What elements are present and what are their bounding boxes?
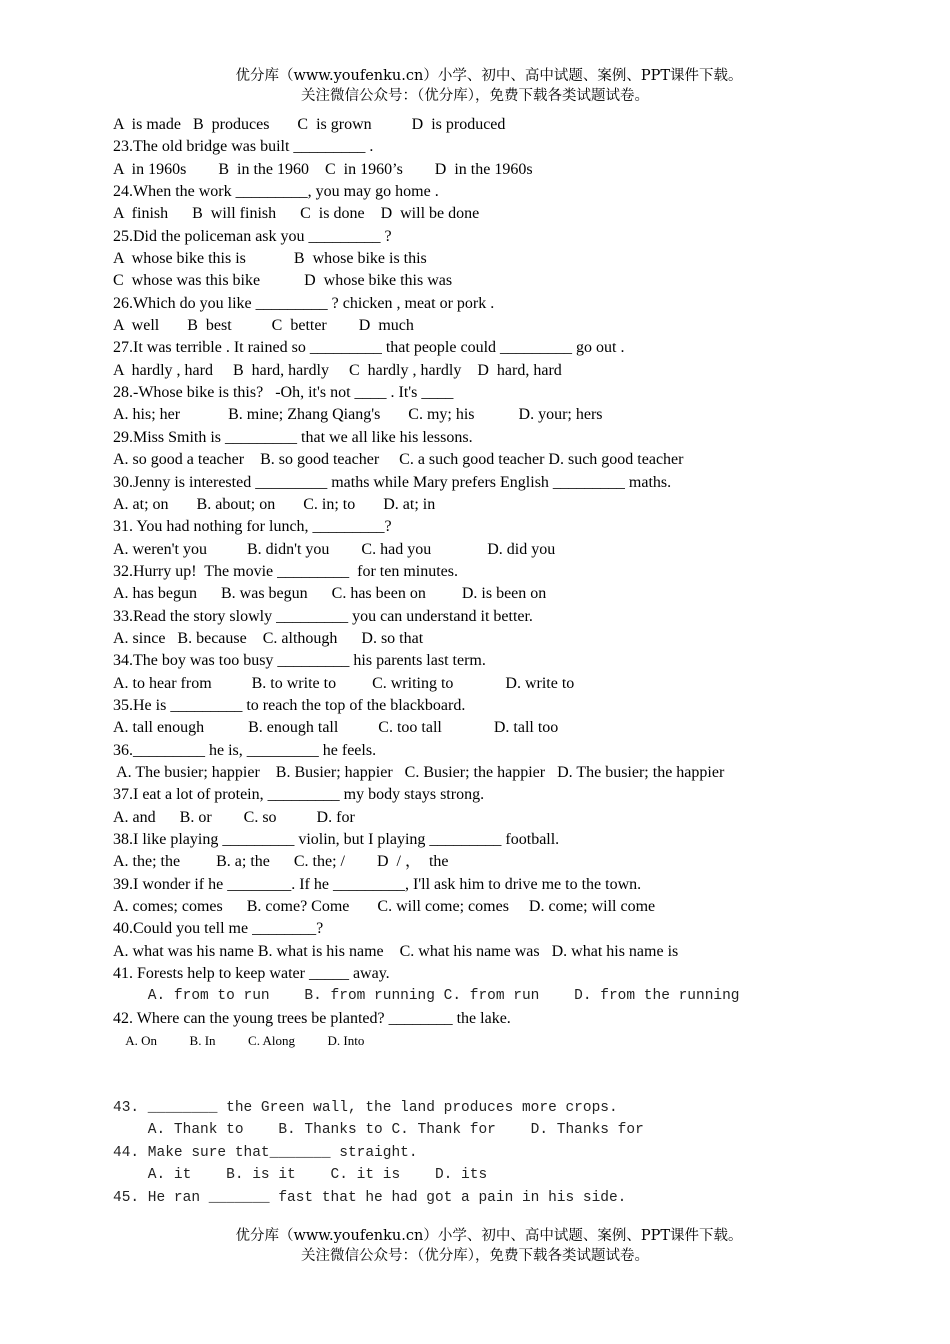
q41-options: A. from to run B. from running C. from run D. from the running [113,988,740,1005]
question-line: A. The busier; happier B. Busier; happier C. Busier; the happier D. The busier; the happier [113,763,725,781]
question-line: 43. ________ the Green wall, the land produces more crops. [113,1100,618,1117]
question-line: A. at; on B. about; on C. in; to D. at; in [113,495,436,513]
footer-line-2: 关注微信公众号：（优分库），免费下载各类试题试卷。 [301,1248,649,1264]
question-line: A. the; the B. a; the C. the; / D / ， the [113,853,449,871]
question-line: A. to hear from B. to write to C. writing to D. write to [113,674,575,692]
question-line: 32.Hurry up! The movie _________ for ten minutes. [113,562,458,580]
question-line: 38.I like playing _________ violin, but I playing _________ football. [113,831,560,848]
question-line: A. and B. or C. so D. for [113,808,355,826]
header-line-1: 优分库（www.youfenku.cn）小学、初中、高中试题、案例、PPT课件下载。 [235,68,743,84]
q42-options: A. On B. In C. Along D. Into [113,1033,365,1049]
question-line: 35.He is _________ to reach the top of the blackboard. [113,696,466,714]
question-line: A. has begun B. was begun C. has been on D. is been on [113,585,547,603]
question-line: A whose bike this is B whose bike is this [113,250,427,268]
question-line: 29.Miss Smith is _________ that we all like his lessons. [113,428,473,446]
question-line: 41. Forests help to keep water _____ away. [113,965,390,983]
question-line: 27.It was terrible . It rained so _________ that people could _________ go out . [113,339,625,357]
question-line: 26.Which do you like _________ ? chicken , meat or pork . [113,294,495,312]
question-line: 23.The old bridge was built _________ . [113,138,374,156]
header-line-2: 关注微信公众号：（优分库），免费下载各类试题试卷。 [301,88,649,104]
page-header [0,66,950,106]
question-line: A. it B. is it C. it is D. its [113,1167,488,1184]
footer-line-1: 优分库（www.youfenku.cn）小学、初中、高中试题、案例、PPT课件下载。 [235,1228,743,1244]
question-line: C whose was this bike D whose bike this was [113,272,453,290]
question-line: 40.Could you tell me ________? [113,920,324,938]
question-line: 37.I eat a lot of protein, _________ my body stays strong. [113,786,485,804]
question-line: A. since B. because C. although D. so that [113,629,424,647]
question-line: A hardly , hard B hard, hardly C hardly , hardly D hard, hard [113,361,562,379]
question-line: 36._________ he is, _________ he feels. [113,741,377,759]
question-line: A. comes; comes B. come? Come C. will come; comes D. come; will come [113,898,656,916]
question-line: A is made B produces C is grown D is produced [113,116,506,133]
question-list [113,114,833,1209]
question-line: 28.-Whose bike is this? -Oh, it's not ____ . It's ____ [113,384,454,402]
question-line: A. his; her B. mine; Zhang Qiang's C. my; his D. your; hers [113,406,603,424]
q42-question: 42. Where can the young trees be planted? ________ the lake. [113,1009,511,1027]
question-line: 44. Make sure that_______ straight. [113,1144,418,1161]
question-line: 31. You had nothing for lunch, _________? [113,518,392,536]
question-line: A well B best C better D much [113,317,414,335]
question-line: 39.I wonder if he ________. If he _________, I'll ask him to drive me to the town. [113,875,642,893]
question-line: 25.Did the policeman ask you _________ ? [113,227,392,245]
question-line: A finish B will finish C is done D will be done [113,205,480,223]
blank-gap [113,1052,833,1097]
question-line: 24.When the work _________, you may go home . [113,183,439,201]
question-line: 33.Read the story slowly _________ you can understand it better. [113,607,533,625]
question-line: 30.Jenny is interested _________ maths while Mary prefers English _________ maths. [113,473,672,491]
question-line: A. what was his name B. what is his name C. what his name was D. what his name is [113,942,679,960]
question-line: A. weren't you B. didn't you C. had you D. did you [113,540,556,558]
page-footer [0,1226,950,1266]
question-line: 45. He ran _______ fast that he had got a pain in his side. [113,1189,627,1206]
question-line: A. so good a teacher B. so good teacher C. a such good teacher D. such good teacher [113,451,684,469]
question-line: A. Thank to B. Thanks to C. Thank for D. Thanks for [113,1122,644,1139]
question-lines [113,114,833,985]
question-line: A. tall enough B. enough tall C. too tall D. tall too [113,719,559,737]
question-line: 34.The boy was too busy _________ his parents last term. [113,652,486,670]
question-line: A in 1960s B in the 1960 C in 1960’s D in the 1960s [113,160,533,178]
mono-question-lines [113,1097,833,1209]
